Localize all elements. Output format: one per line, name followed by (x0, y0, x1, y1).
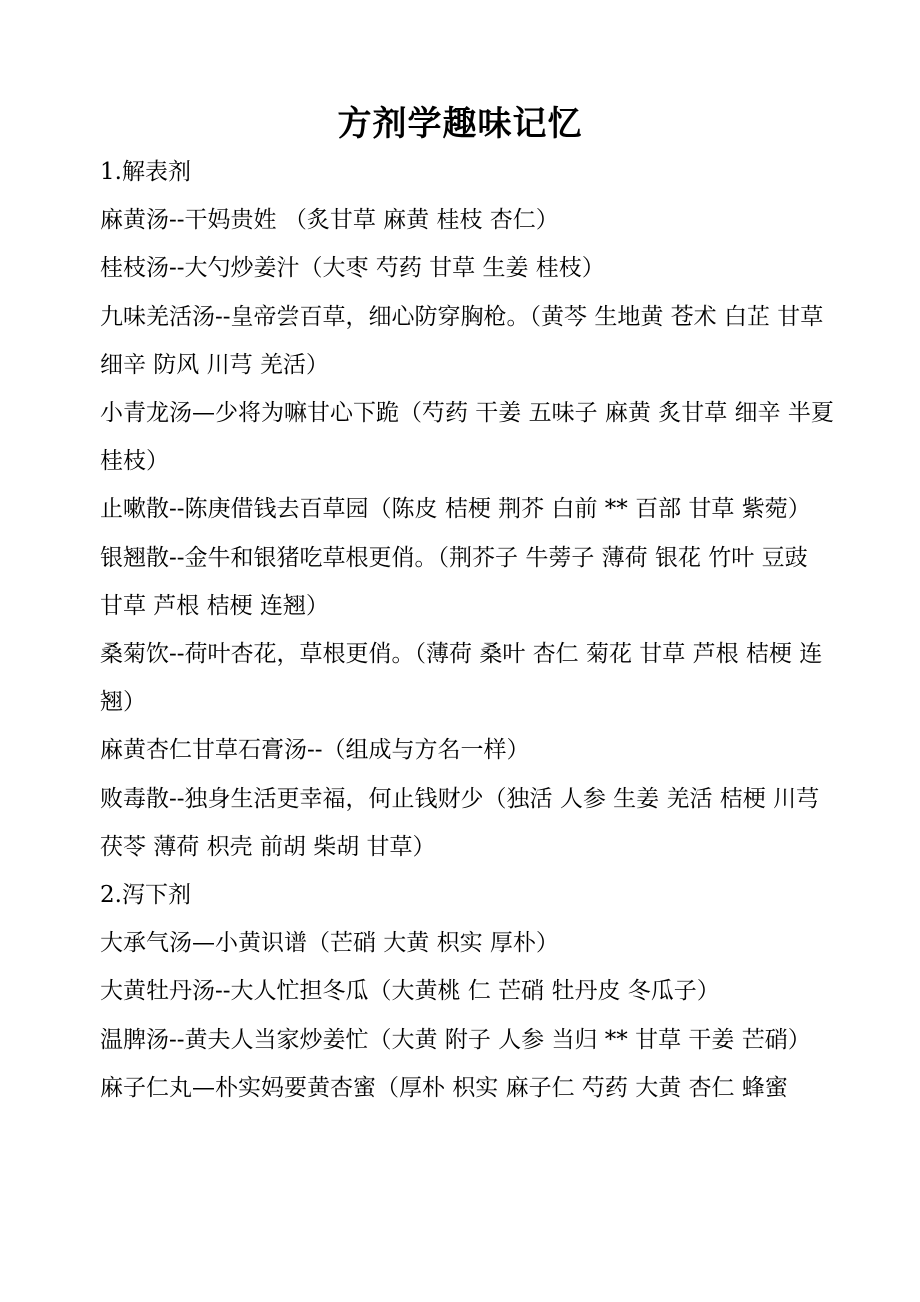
formula-entry: 止嗽散--陈庚借钱去百草园（陈皮 桔梗 荆芥 白前 ** 百部 甘草 紫菀） (100, 496, 811, 523)
formula-entry: 桂枝汤--大勺炒姜汁（大枣 芍药 甘草 生姜 桂枝） (100, 255, 605, 282)
formula-entry: 麻子仁丸—朴实妈要黄杏蜜（厚朴 枳实 麻子仁 芍药 大黄 杏仁 蜂蜜 (100, 1074, 788, 1101)
document-body (100, 148, 835, 1112)
formula-entry: 温脾汤--黄夫人当家炒姜忙（大黄 附子 人参 当归 ** 甘草 干姜 芒硝） (100, 1026, 811, 1053)
formula-entry: 大承气汤—小黄识谱（芒硝 大黄 枳实 厚朴） (100, 930, 559, 957)
formula-entry: 麻黄汤--干妈贵姓 （炙甘草 麻黄 桂枝 杏仁） (100, 207, 559, 234)
formula-entry: 败毒散--独身生活更幸福，何止钱财少（独活 人参 生姜 羌活 桔梗 川芎 茯苓 薄荷 枳壳 前胡 柴胡 甘草） (100, 785, 820, 860)
page-title: 方剂学趣味记忆 (337, 104, 583, 144)
formula-entry: 九味羌活汤--皇帝尝百草，细心防穿胸枪。（黄芩 生地黄 苍术 白芷 甘草 细辛 防风 川芎 羌活） (100, 303, 824, 378)
section-heading: 2.泻下剂 (100, 882, 191, 909)
formula-entry: 大黄牡丹汤--大人忙担冬瓜（大黄桃 仁 芒硝 牡丹皮 冬瓜子） (100, 978, 720, 1005)
formula-entry: 小青龙汤—少将为嘛甘心下跪（芍药 干姜 五味子 麻黄 炙甘草 细辛 半夏 桂枝） (100, 400, 834, 475)
formula-entry: 麻黄杏仁甘草石膏汤--（组成与方名一样） (100, 737, 530, 764)
formula-entry: 银翘散--金牛和银猪吃草根更俏。（荆芥子 牛蒡子 薄荷 银花 竹叶 豆豉 甘草 芦根 桔梗 连翘） (100, 544, 808, 619)
formula-entry: 桑菊饮--荷叶杏花，草根更俏。（薄荷 桑叶 杏仁 菊花 甘草 芦根 桔梗 连翘） (100, 641, 823, 716)
section-heading: 1.解表剂 (100, 159, 191, 185)
